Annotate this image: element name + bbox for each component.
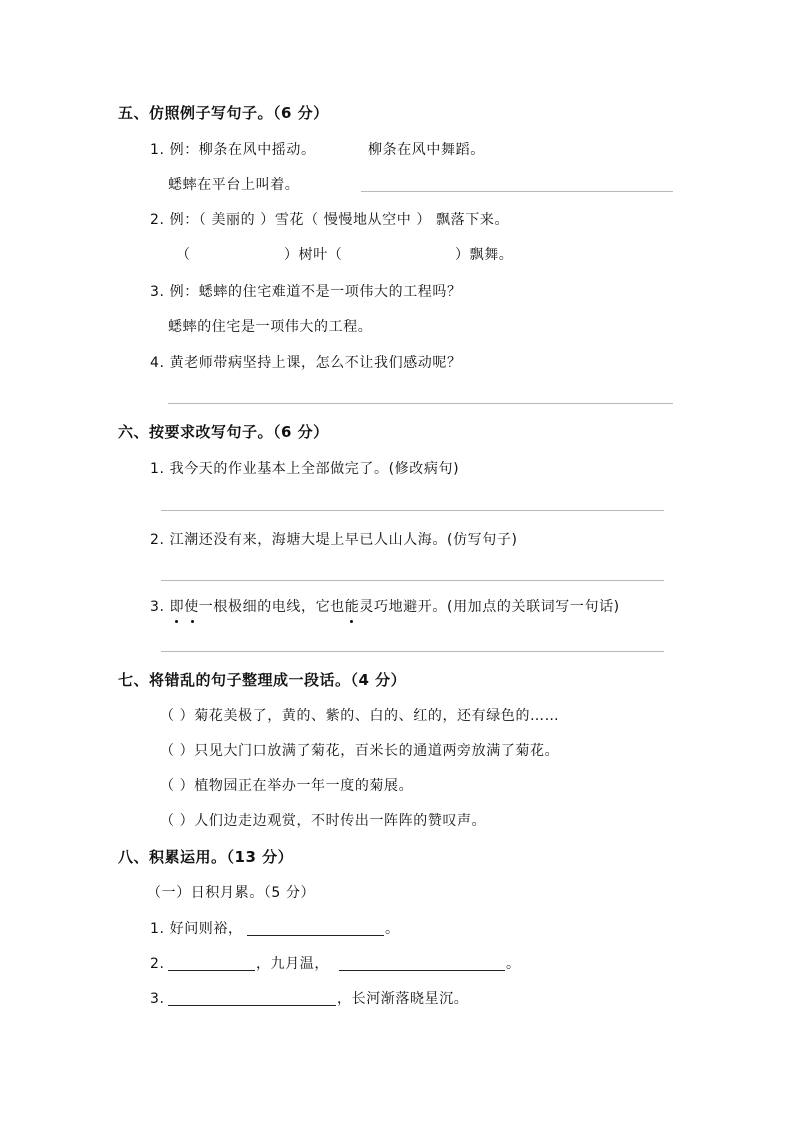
s5-q2-example: 2. 例：（ 美丽的 ）雪花（ 慢慢地从空中 ） 飘落下来。	[150, 212, 510, 228]
s7-item-2: （ ）只见大门口放满了菊花，百米长的通道两旁放满了菊花。	[160, 743, 560, 759]
s8-q2-end: 。	[506, 956, 521, 972]
s6-q3: 3. 即使一根极细的电线，它也能灵巧地避开。(用加点的关联词写一句话)	[150, 599, 620, 615]
s8-q3-number: 3.	[150, 991, 165, 1007]
s5-q4-prompt: 4. 黄老师带病坚持上课，怎么不让我们感动呢？	[150, 355, 462, 371]
s5-q3-example: 3. 例：蟋蟀的住宅难道不是一项伟大的工程吗？	[150, 284, 462, 300]
s5-q3-prompt: 蟋蟀的住宅是一项伟大的工程。	[168, 319, 373, 335]
s8-q2-blank-2[interactable]	[339, 970, 505, 971]
s5-q1-example: 1. 例：柳条在风中摇动。	[150, 142, 316, 158]
s5-q4-answer-line[interactable]	[168, 403, 673, 404]
section-6-title: 六、按要求改写句子。（6 分）	[118, 423, 329, 441]
s6-q2: 2. 江潮还没有来，海塘大堤上早已人山人海。(仿写句子)	[150, 532, 518, 548]
s7-item-3: （ ）植物园正在举办一年一度的菊展。	[160, 778, 414, 794]
s6-q2-answer-line[interactable]	[161, 580, 664, 581]
s7-item-4: （ ）人们边走边观赏，不时传出一阵阵的赞叹声。	[160, 813, 487, 829]
s6-q1-answer-line[interactable]	[161, 510, 664, 511]
s7-item-1: （ ）菊花美极了，黄的、紫的、白的、红的，还有绿色的……	[160, 708, 560, 724]
s5-q2-middle: ）树叶（	[284, 247, 343, 263]
section-7-title: 七、将错乱的句子整理成一段话。（4 分）	[118, 671, 407, 689]
section-8-title: 八、积累运用。（13 分）	[118, 848, 294, 866]
s5-q1-example-answer: 柳条在风中舞蹈。	[368, 142, 485, 158]
section-5-title: 五、仿照例子写句子。（6 分）	[118, 104, 329, 122]
s8-q1-end: 。	[385, 921, 400, 937]
s5-q2-open-paren: （	[176, 247, 191, 263]
s8-subsection-1: （一）日积月累。（5 分）	[147, 885, 316, 901]
s8-q2-number: 2.	[150, 956, 165, 972]
s8-q1-blank[interactable]	[247, 935, 384, 936]
s5-q1-prompt: 蟋蟀在平台上叫着。	[168, 177, 300, 193]
s8-q2-middle: ，九月温，	[256, 956, 329, 972]
s5-q2-end: ）飘舞。	[455, 247, 514, 263]
s8-q1-start: 1. 好问则裕，	[150, 921, 243, 937]
emphasis-dot	[175, 620, 178, 623]
s5-q1-answer-line[interactable]	[361, 191, 673, 192]
emphasis-dot	[350, 620, 353, 623]
emphasis-dot	[191, 620, 194, 623]
s8-q2-blank-1[interactable]	[168, 970, 255, 971]
s6-q3-answer-line[interactable]	[161, 651, 664, 652]
s8-q3-end: ，长河渐落晓星沉。	[337, 991, 469, 1007]
s6-q1: 1. 我今天的作业基本上全部做完了。(修改病句)	[150, 461, 460, 477]
s8-q3-blank[interactable]	[168, 1005, 336, 1006]
